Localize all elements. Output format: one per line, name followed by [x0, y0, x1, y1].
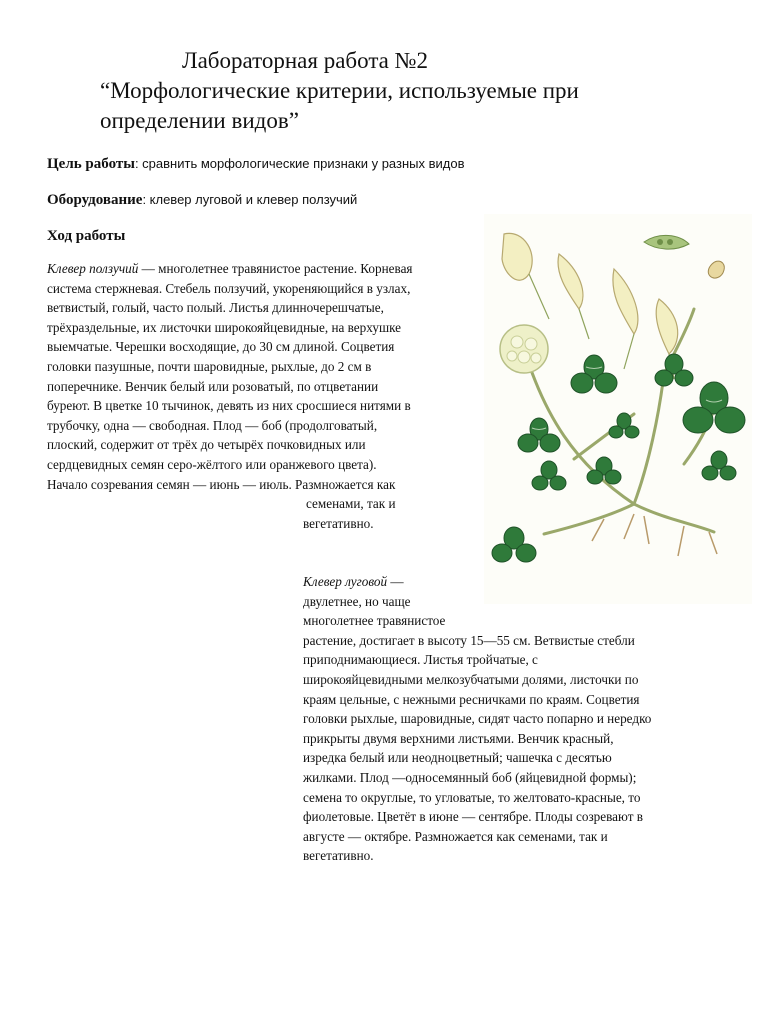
paragraph-line: выемчатые. Черешки восходящие, до 30 см длиной. Соцветия	[47, 339, 395, 355]
paragraph-line: ветвистый, голый, часто полый. Листья длинночерешчатые,	[47, 300, 384, 316]
paragraph-line: жилками. Плод —односемянный боб (яйцевидной формы);	[303, 769, 637, 785]
equipment-text: : клевер луговой и клевер ползучий	[142, 192, 358, 207]
paragraph-line: августе — октябре. Размножается как семенами, так и	[303, 828, 608, 844]
creeping-clover-paragraph	[47, 259, 413, 533]
paragraph-line: поперечнике. Венчик белый или розоватый, по отцветании	[47, 378, 379, 394]
paragraph-line: широкояйцевидными мелкозубчатыми долями, листочки по	[303, 671, 639, 687]
paragraph-line: приподнимающиеся. Листья тройчатые, с	[303, 652, 538, 668]
paragraph-line: Клевер ползучий — многолетнее травянистое растение. Корневая	[47, 261, 413, 276]
paragraph-line: вегетативно.	[303, 848, 374, 864]
paragraph-line: система стержневая. Стебель ползучий, укореняющийся в узлах,	[47, 280, 411, 296]
goal-text: : сравнить морфологические признаки у разных видов	[134, 156, 465, 171]
title-line-1: Лабораторная работа №2	[182, 48, 429, 73]
paragraph-line: Клевер луговой —	[303, 574, 404, 589]
title-line-2: “Морфологические критерии, используемые при	[100, 78, 579, 103]
paragraph-line: вегетативно.	[303, 515, 374, 531]
paragraph-line: трубочку, одна — свободная. Плод — боб (продолговатый,	[47, 417, 378, 433]
paragraph-line: изредка белый или неодноцветный; чашечка с десятью	[303, 750, 612, 766]
meadow-clover-paragraph	[303, 572, 651, 866]
paragraph-line: семена то округлые, то угловатые, то желтовато-красные, то	[303, 789, 641, 805]
equipment-row	[47, 192, 357, 209]
procedure-heading: Ход работы	[47, 228, 126, 244]
paragraph-line: прикрыты двумя верхними листьями. Венчик красный,	[303, 730, 614, 746]
species-name: Клевер ползучий	[47, 261, 139, 276]
paragraph-line: буреют. В цветке 10 тычинок, девять из них сросшиеся нитями в	[47, 398, 411, 414]
title-line-3: определении видов”	[100, 108, 299, 133]
flower-head-icon	[500, 325, 548, 373]
species-name: Клевер луговой	[303, 574, 388, 589]
paragraph-line: фиолетовые. Цветёт в июне — сентябре. Плоды созревают в	[303, 809, 643, 825]
paragraph-line: краям цельные, с нежными ресничками по краям. Соцветия	[303, 691, 640, 707]
paragraph-line: многолетнее травянистое	[303, 613, 446, 629]
paragraph-line: головки рыхлые, шаровидные, сидят часто попарно и нередко	[303, 711, 652, 727]
paragraph-line: головки пазушные, почти шаровидные, рыхлые, до 2 см в	[47, 358, 372, 374]
document-title	[100, 46, 720, 136]
equipment-label: Оборудование	[47, 192, 143, 208]
paragraph-line: плоский, содержит от трёх до четырёх почковидных или	[47, 437, 366, 453]
goal-label: Цель работы	[47, 156, 135, 172]
paragraph-line: растение, достигает в высоту 15—55 см. Ветвистые стебли	[303, 632, 635, 648]
paragraph-line: трёхраздельные, их листочки широкояйцевидные, на верхушке	[47, 319, 402, 335]
clover-illustration	[484, 214, 752, 604]
goal-row	[47, 156, 465, 173]
paragraph-line: Начало созревания семян — июнь — июль. Размножается как	[47, 476, 396, 492]
paragraph-line: двулетнее, но чаще	[303, 593, 411, 609]
paragraph-line: сердцевидных семян серо-жёлтого или оранжевого цвета).	[47, 456, 377, 472]
paragraph-line: семенами, так и	[306, 496, 396, 512]
